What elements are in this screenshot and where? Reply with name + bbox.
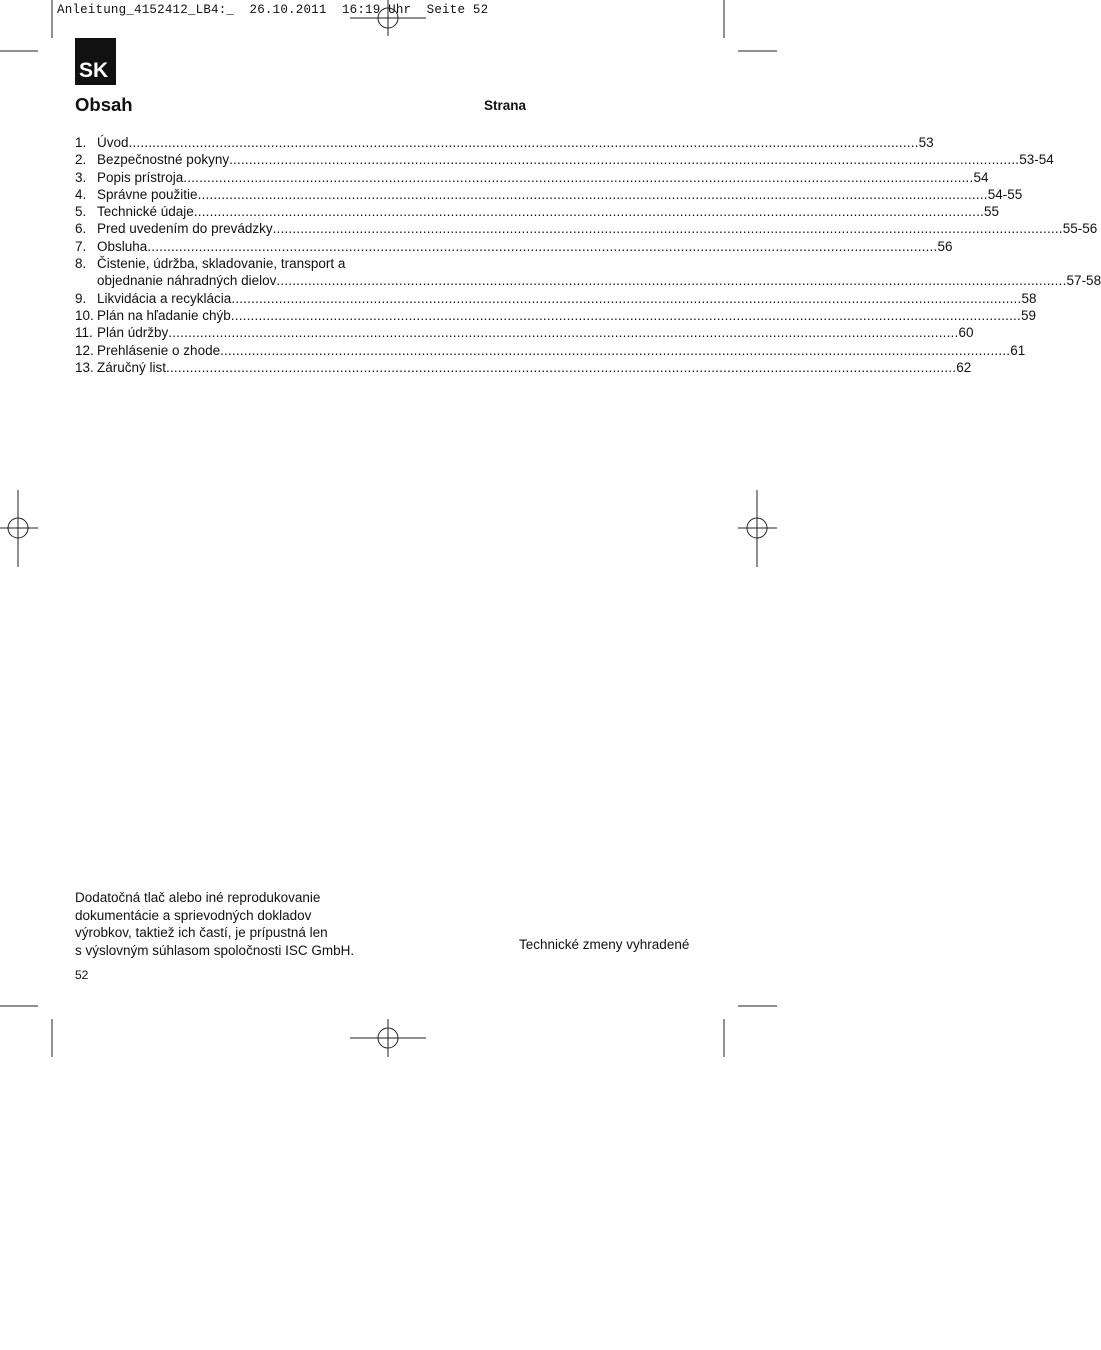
- toc-entry-number: 13.: [75, 359, 94, 375]
- toc-entry-number: 11.: [75, 325, 93, 341]
- toc-entry: [75, 151, 1054, 168]
- toc-entry-number: 4.: [75, 186, 87, 202]
- toc-dot-leader: ........................................................................................................................................................................................................: [230, 307, 1021, 323]
- toc-entry-number: 2.: [75, 152, 87, 168]
- toc-dot-leader: ........................................................................................................................................................................................................: [197, 186, 988, 202]
- toc-entry-title: Úvod: [97, 135, 129, 150]
- toc-entry: [75, 290, 1037, 307]
- toc-entry: [75, 203, 1000, 220]
- copyright-notice: [75, 889, 435, 959]
- toc-entry-number: 10.: [75, 307, 94, 323]
- toc-entry-page: 53-54: [1019, 152, 1054, 168]
- toc-entry-page: 58: [1021, 290, 1037, 306]
- toc-entry: [75, 324, 974, 341]
- toc-entry-title: Bezpečnostné pokyny: [97, 152, 230, 168]
- toc-entry-number: 1.: [75, 135, 87, 150]
- toc-entry-title: Popis prístroja: [97, 169, 184, 185]
- toc-entry-page: 54-55: [987, 186, 1023, 202]
- registration-mark: [350, 1019, 426, 1057]
- registration-mark: [350, 0, 426, 36]
- toc-entry-number: 8.: [75, 256, 87, 272]
- toc-entry-title: Záručný list: [97, 359, 167, 375]
- toc-entry-page: 55: [983, 204, 1000, 220]
- copyright-line: Dodatočná tlač alebo iné reprodukovanie: [75, 890, 321, 905]
- toc-entry-page: 60: [958, 325, 974, 341]
- copyright-line: dokumentácie a sprievodných dokladov: [75, 907, 312, 923]
- toc-dot-leader: ........................................................................................................................................................................................................: [128, 135, 919, 150]
- toc-entry-number: 5.: [75, 204, 87, 220]
- page-title: Obsah: [75, 94, 133, 115]
- toc-dot-leader: ........................................................................................................................................................................................................: [193, 204, 984, 220]
- toc-entry-title: objednanie náhradných dielov: [97, 273, 277, 289]
- toc-entry-title: Plán údržby: [97, 325, 169, 341]
- toc-entry-page: 62: [956, 359, 972, 375]
- toc-entry-number: 12.: [75, 342, 94, 358]
- toc-entry: [75, 255, 1101, 290]
- toc-entry: [75, 359, 972, 376]
- toc-entry-page: 59: [1020, 307, 1036, 323]
- toc-dot-leader: ........................................................................................................................................................................................................: [166, 359, 957, 375]
- print-slug: Anleitung_4152412_LB4:_ 26.10.2011 16:19 Uhr Seite 52: [57, 3, 489, 17]
- technical-changes-note: Technické zmeny vyhradené: [519, 937, 690, 952]
- page-column-label: Strana: [484, 98, 527, 113]
- toc-entry-title: Plán na hľadanie chýb: [97, 307, 231, 323]
- toc-entry-title: Likvidácia a recyklácia: [97, 290, 232, 306]
- toc-entry-title: Správne použitie: [97, 186, 198, 202]
- toc-entry-page: 57-58: [1066, 273, 1101, 289]
- toc-entry-page: 61: [1010, 342, 1026, 358]
- registration-mark: [738, 490, 777, 567]
- toc-entry: [75, 220, 1098, 237]
- toc-entry: [75, 186, 1023, 203]
- toc-entry: [75, 342, 1026, 359]
- language-code: SK: [79, 59, 109, 82]
- toc-dot-leader: ........................................................................................................................................................................................................: [220, 342, 1011, 358]
- copyright-line: výrobkov, taktiež ich častí, je prípustná len: [75, 925, 328, 940]
- toc-entry-title: Prehlásenie o zhode: [97, 342, 221, 358]
- language-badge: [75, 38, 116, 85]
- toc-entry-number: 7.: [75, 238, 87, 254]
- toc-entry-title: Technické údaje: [97, 204, 194, 220]
- page-number: 52: [75, 968, 89, 982]
- toc-entry: [75, 169, 989, 186]
- toc-entry: [75, 238, 953, 255]
- toc-entry-number: 3.: [75, 169, 87, 185]
- toc-dot-leader: ........................................................................................................................................................................................................: [168, 325, 959, 341]
- copyright-line: s výslovným súhlasom spoločnosti ISC GmbH.: [75, 942, 355, 958]
- toc-dot-leader: ........................................................................................................................................................................................................: [147, 238, 938, 254]
- toc-dot-leader: ........................................................................................................................................................................................................: [183, 169, 974, 185]
- registration-mark: [0, 490, 38, 567]
- toc-dot-leader: ........................................................................................................................................................................................................: [272, 221, 1063, 237]
- toc-dot-leader: ........................................................................................................................................................................................................: [231, 290, 1022, 306]
- toc-entry-page: 54: [973, 169, 989, 185]
- toc-entry-page: 55-56: [1062, 221, 1098, 237]
- toc-entry-number: 9.: [75, 290, 87, 306]
- toc-entry-title: Obsluha: [97, 238, 148, 254]
- toc-entry-number: 6.: [75, 221, 87, 237]
- toc-dot-leader: ........................................................................................................................................................................................................: [229, 152, 1020, 168]
- toc-entry-title: Pred uvedením do prevádzky: [97, 221, 273, 237]
- toc-dot-leader: ........................................................................................................................................................................................................: [276, 273, 1067, 289]
- toc-entry: [75, 134, 934, 151]
- table-of-contents: [75, 134, 1101, 376]
- toc-entry-page: 53: [918, 135, 934, 150]
- toc-entry-title: Čistenie, údržba, skladovanie, transport a: [97, 256, 346, 272]
- toc-entry-page: 56: [937, 238, 953, 254]
- toc-entry: [75, 307, 1036, 324]
